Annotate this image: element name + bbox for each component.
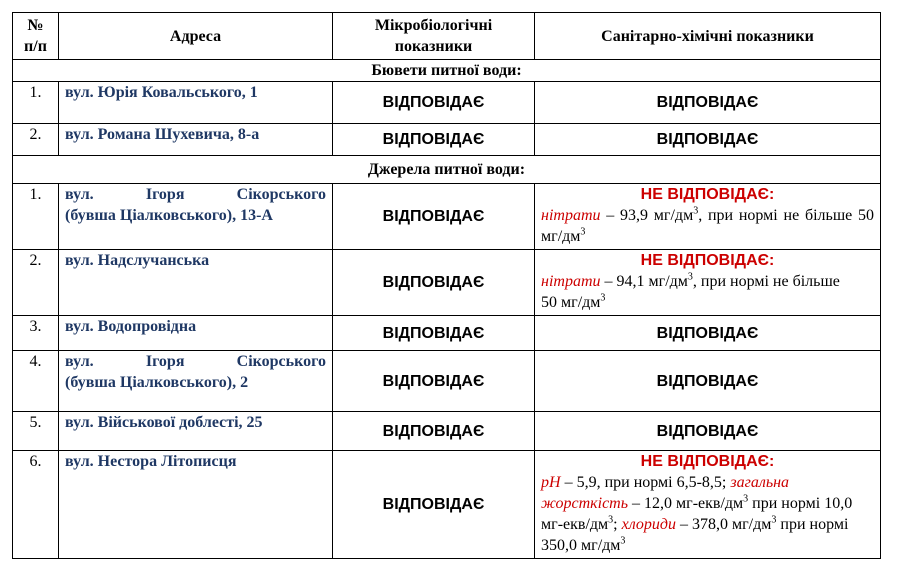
header-micro: Мікробіологічні показники — [333, 13, 535, 60]
sanitary-detail: НЕ ВІДПОВІДАЄ: нітрати – 93,9 $мг/дм^3$, при нормі не більше 50 $мг/дм^3$ — [535, 184, 881, 250]
param-norm: при нормі 10,0 мг-екв/дм — [541, 495, 853, 533]
row-address: вул. Юрія Ковальського, 1 — [59, 82, 333, 124]
micro-status: ВІДПОВІДАЄ — [333, 124, 535, 156]
param-value: – 93,9 мг/дм — [600, 207, 694, 224]
sanitary-status: ВІДПОВІДАЄ — [535, 412, 881, 451]
row-num: 6. — [13, 451, 59, 559]
param-value: – 94,1 мг/дм — [600, 273, 688, 290]
section-title: Джерела питної води: — [13, 156, 881, 184]
param-value: – 378,0 мг/дм — [675, 516, 772, 533]
row-num: 2. — [13, 250, 59, 316]
water-quality-table — [12, 12, 881, 559]
row-address: вул. Військової доблесті, 25 — [59, 412, 333, 451]
sanitary-status: ВІДПОВІДАЄ — [535, 124, 881, 156]
row-address: вул. Надслучанська — [59, 250, 333, 316]
row-address — [59, 351, 333, 412]
header-sanitary: Санітарно-хімічні показники — [535, 13, 881, 60]
row-address: вул. Нестора Літописця — [59, 451, 333, 559]
param-name: pH — [541, 474, 561, 491]
row-num: 1. — [13, 184, 59, 250]
micro-status: ВІДПОВІДАЄ — [333, 184, 535, 250]
micro-status: ВІДПОВІДАЄ — [333, 412, 535, 451]
sanitary-status: ВІДПОВІДАЄ — [535, 82, 881, 124]
row-address: вул. Водопровідна — [59, 316, 333, 351]
sanitary-detail: НЕ ВІДПОВІДАЄ: pH – 5,9, при нормі 6,5-8,5; загальна жорсткість – 12,0 $мг-екв/дм^3$ при нормі 10,0 $мг-екв/дм^3$; хлориди – 378,0 $мг/дм^3$ при нормі 350,0 $мг/дм^3$ — [535, 451, 881, 559]
address-line: (бувша Ціалковського), 2 — [65, 374, 249, 391]
sanitary-status-bad: НЕ ВІДПОВІДАЄ: — [640, 252, 775, 269]
table-row — [13, 184, 881, 250]
param-value: – 5,9, при нормі 6,5-8,5; — [560, 474, 731, 491]
sanitary-status-bad: НЕ ВІДПОВІДАЄ: — [640, 453, 775, 470]
param-norm: , при нормі не більше 50 мг/дм — [541, 207, 874, 245]
param-value: – 12,0 мг-екв/дм — [628, 495, 744, 512]
micro-status: ВІДПОВІДАЄ — [333, 451, 535, 559]
row-num: 5. — [13, 412, 59, 451]
address-line: (бувша Ціалковського), 13-А — [65, 207, 273, 224]
row-num: 4. — [13, 351, 59, 412]
sanitary-detail: НЕ ВІДПОВІДАЄ: нітрати – 94,1 $мг/дм^3$, при нормі не більше 50 $мг/дм^3$ — [535, 250, 881, 316]
address-line: вул. Ігоря Сікорського — [65, 353, 326, 370]
micro-status: ВІДПОВІДАЄ — [333, 351, 535, 412]
table-row — [13, 351, 881, 412]
param-name: нітрати — [541, 207, 601, 224]
table-row — [13, 250, 881, 316]
row-num: 2. — [13, 124, 59, 156]
row-num: 3. — [13, 316, 59, 351]
header-row — [13, 13, 881, 60]
param-name: хлориди — [621, 516, 676, 533]
micro-status: ВІДПОВІДАЄ — [333, 250, 535, 316]
sanitary-status-bad: НЕ ВІДПОВІДАЄ: — [640, 186, 775, 203]
sanitary-status: ВІДПОВІДАЄ — [535, 351, 881, 412]
header-num: № п/п — [13, 13, 59, 60]
param-norm: , при нормі не більше 50 мг/дм — [541, 273, 840, 311]
param-name: загальна жорсткість — [541, 474, 790, 512]
header-address: Адреса — [59, 13, 333, 60]
micro-status: ВІДПОВІДАЄ — [333, 82, 535, 124]
param-norm: при нормі 350,0 мг/дм — [541, 516, 849, 554]
table-row — [13, 316, 881, 351]
table-row — [13, 451, 881, 559]
sanitary-status: ВІДПОВІДАЄ — [535, 316, 881, 351]
table-row — [13, 82, 881, 124]
section-row-springs — [13, 156, 881, 184]
row-num: 1. — [13, 82, 59, 124]
row-address — [59, 184, 333, 250]
table-row — [13, 412, 881, 451]
section-title: Бювети питної води: — [13, 60, 881, 82]
table-row — [13, 124, 881, 156]
section-row-fountains — [13, 60, 881, 82]
micro-status: ВІДПОВІДАЄ — [333, 316, 535, 351]
row-address: вул. Романа Шухевича, 8-а — [59, 124, 333, 156]
address-line: вул. Ігоря Сікорського — [65, 186, 326, 203]
param-name: нітрати — [541, 273, 601, 290]
